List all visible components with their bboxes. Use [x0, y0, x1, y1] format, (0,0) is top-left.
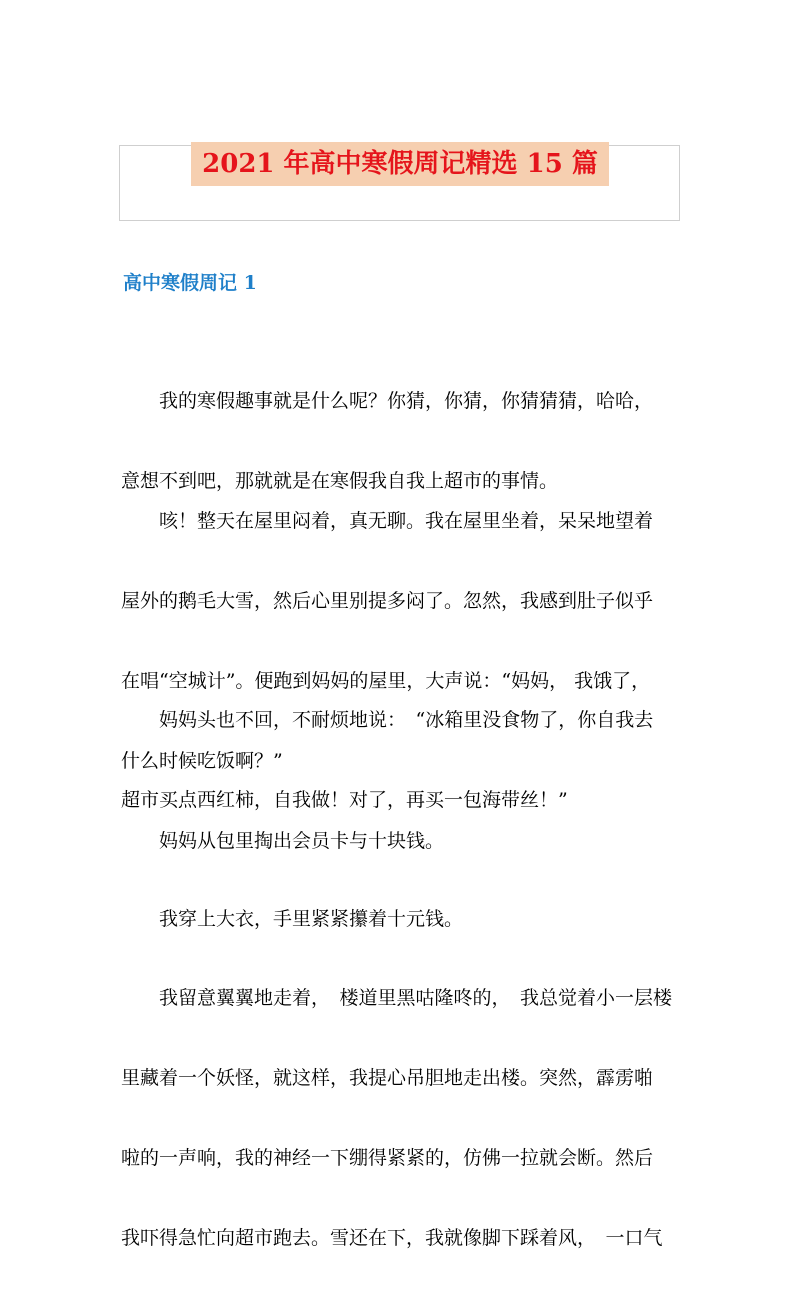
paragraph-line: 我留意翼翼地走着， 楼道里黑咕隆咚的， 我总觉着小一层楼	[121, 987, 673, 1009]
paragraph-line: 在唱“空城计”。便跑到妈妈的屋里，大声说：“妈妈， 我饿了，	[121, 670, 651, 692]
paragraph-line: 里藏着一个妖怪，就这样，我提心吊胆地走出楼。突然，霹雳啪	[121, 1067, 654, 1089]
paragraph-line: 咳！整天在屋里闷着，真无聊。我在屋里坐着，呆呆地望着	[121, 510, 654, 532]
paragraph-line: 意想不到吧，那就就是在寒假我自我上超市的事情。	[121, 470, 559, 492]
paragraph-line: 我穿上大衣，手里紧紧攥着十元钱。	[121, 908, 464, 930]
document-title: 2021 年高中寒假周记精选 15 篇	[202, 149, 598, 179]
section-heading: 高中寒假周记 1	[123, 272, 257, 294]
paragraph-line: 啦的一声响，我的神经一下绷得紧紧的，仿佛一拉就会断。然后	[121, 1147, 654, 1169]
paragraph-line: 什么时候吃饭啊？”	[121, 750, 283, 772]
paragraph-line: 超市买点西红柿，自我做！对了，再买一包海带丝！”	[121, 789, 568, 811]
paragraph-line: 屋外的鹅毛大雪，然后心里别提多闷了。忽然，我感到肚子似乎	[121, 590, 654, 612]
paragraph-line: 妈妈从包里掏出会员卡与十块钱。	[121, 830, 445, 852]
paragraph-6	[121, 938, 681, 1298]
paragraph-line: 我的寒假趣事就是什么呢？你猜，你猜，你猜猜猜，哈哈，	[121, 390, 654, 412]
paragraph-line: 我吓得急忙向超市跑去。雪还在下，我就像脚下踩着风， 一口气	[121, 1227, 663, 1249]
paragraph-line: 妈妈头也不回，不耐烦地说： “冰箱里没食物了，你自我去	[121, 709, 654, 731]
